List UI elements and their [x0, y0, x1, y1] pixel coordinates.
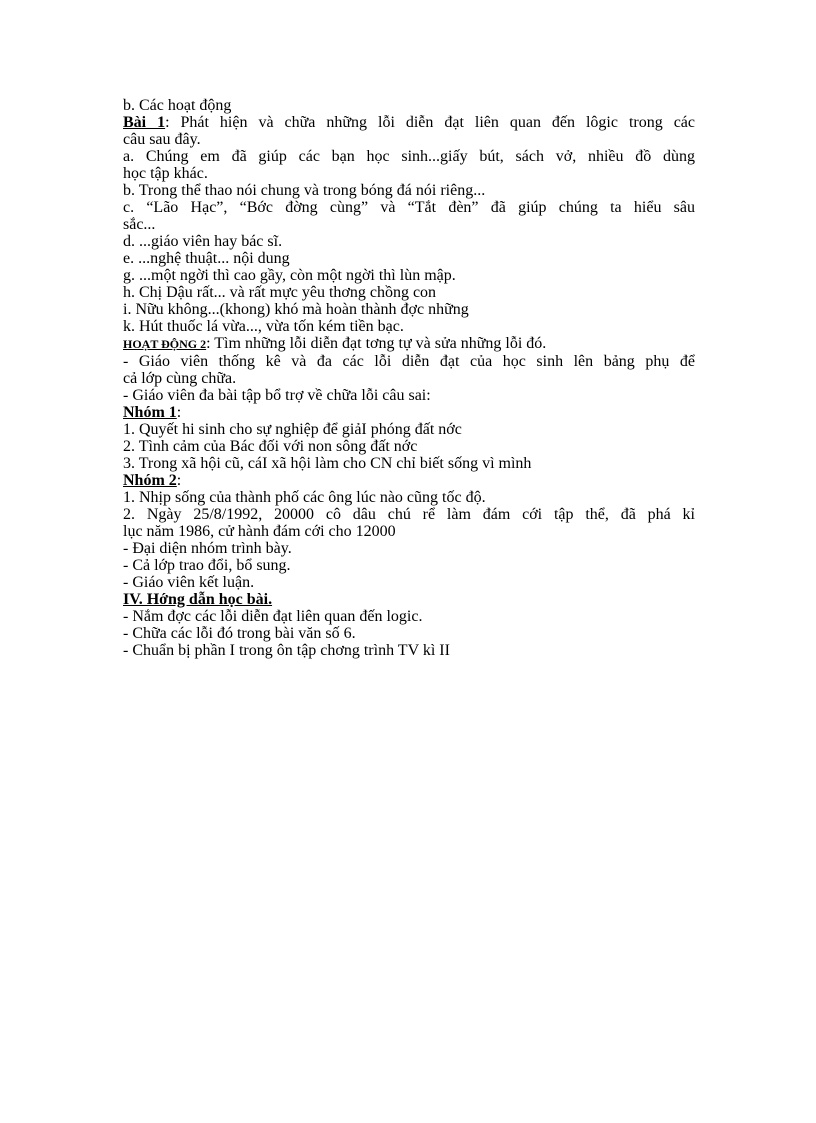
text-line: lục năm 1986, cử hành đám cới cho 12000 — [123, 523, 396, 540]
activity-2-intro — [123, 335, 695, 353]
group-1-colon: : — [176, 404, 182, 421]
text-line: 3. Trong xã hội cũ, cáI xã hội làm cho CN chỉ biết sống vì mình — [123, 455, 532, 472]
group-2-colon: : — [176, 472, 182, 489]
text-line: h. Chị Dậu rất... và rất mực yêu thơng chồng con — [123, 284, 437, 301]
exercise-1-intro — [123, 114, 695, 131]
group-1-heading: Nhóm 1 — [123, 404, 177, 421]
text-line: d. ...giáo viên hay bác sĩ. — [123, 233, 283, 250]
activity-2-heading: HOẠT ĐỘNG 2 — [123, 337, 207, 351]
text-line: a. Chúng em đã giúp các bạn học sinh...giấy bút, sách vở, nhiều đồ dùng — [123, 148, 695, 165]
text-line: cả lớp cùng chữa. — [123, 370, 237, 387]
text-line: - Giáo viên đa bài tập bổ trợ về chữa lỗi câu sai: — [123, 387, 431, 404]
text-line: - Đại diện nhóm trình bày. — [123, 540, 292, 557]
text-line: g. ...một ngời thì cao gầy, còn một ngời thì lùn mập. — [123, 267, 456, 284]
document-page — [123, 97, 695, 659]
text-line: câu sau đây. — [123, 131, 201, 148]
section-subtitle: b. Các hoạt động — [123, 97, 232, 114]
text-line: 2. Ngày 25/8/1992, 20000 cô dâu chú rể làm đám cới tập thể, đã phá kỉ — [123, 506, 695, 523]
text-line: sắc... — [123, 216, 156, 233]
group-2-heading: Nhóm 2 — [123, 472, 177, 489]
text-line: c. “Lão Hạc”, “Bớc đờng cùng” và “Tắt đèn” đã giúp chúng ta hiểu sâu — [123, 199, 695, 216]
group-1-title — [123, 404, 695, 421]
text-line: 2. Tình cảm của Bác đối với non sông đất nớc — [123, 438, 418, 455]
section-iv-heading: IV. Hớng dẫn học bài. — [123, 591, 273, 608]
text-line: - Giáo viên kết luận. — [123, 574, 255, 591]
text-line: e. ...nghệ thuật... nội dung — [123, 250, 290, 267]
text-line: i. Nữu không...(khong) khó mà hoàn thành đợc những — [123, 301, 469, 318]
exercise-1-heading: Bài 1 — [123, 114, 166, 131]
text-line: - Nắm đợc các lỗi diễn đạt liên quan đến logic. — [123, 608, 423, 625]
text-line: - Chữa các lỗi đó trong bài văn số 6. — [123, 625, 356, 642]
activity-2-text: : Tìm những lỗi diễn đạt tơng tự và sửa những lỗi đó. — [206, 335, 547, 352]
text-line: k. Hút thuốc lá vừa..., vừa tốn kém tiền bạc. — [123, 318, 404, 335]
group-2-title — [123, 472, 695, 489]
text-line: học tập khác. — [123, 165, 208, 182]
text-line: 1. Nhịp sống của thành phố các ông lúc nào cũng tốc độ. — [123, 489, 486, 506]
text-line: - Chuẩn bị phần I trong ôn tập chơng trình TV kì II — [123, 642, 450, 659]
text-line: b. Trong thể thao nói chung và trong bóng đá nói riêng... — [123, 182, 486, 199]
text-line: - Giáo viên thống kê và đa các lỗi diễn đạt của học sinh lên bảng phụ để — [123, 353, 695, 370]
text-line: 1. Quyết hi sinh cho sự nghiệp để giảI phóng đất nớc — [123, 421, 462, 438]
exercise-1-text: : Phát hiện và chữa những lỗi diễn đạt liên quan đến lôgic trong các — [165, 114, 695, 131]
text-line: - Cả lớp trao đổi, bổ sung. — [123, 557, 291, 574]
